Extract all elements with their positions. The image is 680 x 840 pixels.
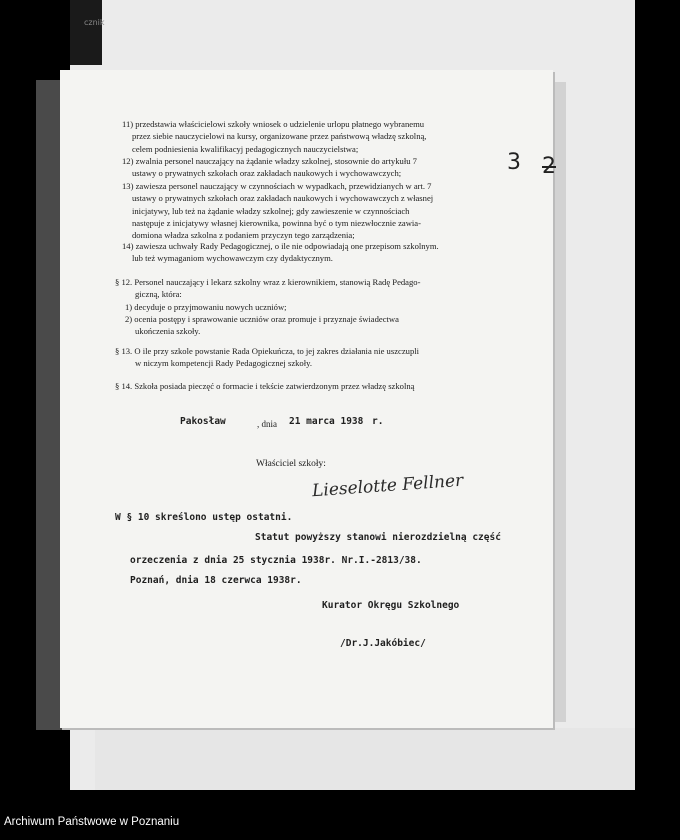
typed-note-2: Statut powyższy stanowi nierozdzielną część bbox=[255, 532, 501, 543]
curator-name: /Dr.J.Jakóbiec/ bbox=[340, 638, 426, 649]
archive-footer: Archiwum Państwowe w Poznaniu bbox=[4, 816, 180, 828]
header-fragment: cznik bbox=[84, 18, 105, 27]
page-edge bbox=[36, 80, 62, 730]
paragraph-12: 12) zwalnia personel nauczający na żądanie władzy szkolnej, stosownie do artykułu 7 ustawy o prywatnych szkołach oraz zakładach naukowych i wychowawczych; bbox=[122, 156, 417, 179]
paragraph-13: 13) zawiesza personel nauczający w czynnościach w wypadkach, przewidzianych w art. 7 ustawy o prywatnych szkołach oraz zakładach naukowych i wychowawczych z własnej inicjatywy, lub też na żądanie władzy szkolnej; gdy zawieszenie w czynnościach następuje z inicjatywy własnej kierownika, powinna być o tym niezwłocznie zawia- domiona władza szkolna z podaniem przyczyn tego zarządzenia; bbox=[122, 181, 434, 241]
document-page bbox=[60, 70, 556, 728]
date: 21 marca 1938 bbox=[289, 416, 364, 427]
section-12: § 12. Personel nauczający i lekarz szkolny wraz z kierownikiem, stanowią Radę Pedago- giczną, która: 1) decyduje o przyjmowaniu nowych uczniów; 2) ocenia postępy i sprawowanie uczniów oraz promuje i przyznaje świadectwa ukończenia szkoły. bbox=[115, 277, 421, 337]
section-14: § 14. Szkoła posiada pieczęć o formacie i tekście zatwierdzonym przez władzę szkolną bbox=[115, 381, 415, 391]
place: Pakosław bbox=[180, 416, 226, 427]
owner-signature: Lieselotte Fellner bbox=[311, 470, 464, 502]
section-13: § 13. O ile przy szkole powstanie Rada Opiekuńcza, to jej zakres działania nie uszczupli w niczym kompetencji Rady Pedagogicznej szkoły. bbox=[115, 346, 420, 369]
owner-label: Właściciel szkoły: bbox=[256, 459, 326, 469]
paragraph-11: 11) przedstawia właścicielowi szkoły wniosek o udzielenie urlopu płatnego wybranemu przez siebie nauczycielowi na kursy, organizowane przez państwową władzę szkolną, celem podniesienia kwalifikacyj pedagogicznych nauczycielstwa; bbox=[122, 119, 427, 154]
typed-note-3: orzeczenia z dnia 25 stycznia 1938r. Nr.I.-2813/38. bbox=[130, 555, 422, 566]
lower-sheet bbox=[95, 728, 635, 790]
dnia-label: , dnia bbox=[257, 419, 277, 429]
curator-title: Kurator Okręgu Szkolnego bbox=[322, 600, 460, 611]
back-sheet-strip bbox=[70, 0, 105, 65]
page-number-crossed: 2 bbox=[542, 154, 556, 179]
page-number: 3 bbox=[507, 150, 521, 175]
paragraph-14: 14) zawiesza uchwały Rady Pedagogicznej, o ile nie odpowiadają one przepisom szkolnym. lub też wymaganiom wychowawczym czy dydaktycznym. bbox=[122, 241, 439, 264]
typed-note-1: W § 10 skreślono ustęp ostatni. bbox=[115, 512, 293, 523]
typed-note-4: Poznań, dnia 18 czerwca 1938r. bbox=[130, 575, 302, 586]
date-suffix: r. bbox=[372, 416, 384, 427]
